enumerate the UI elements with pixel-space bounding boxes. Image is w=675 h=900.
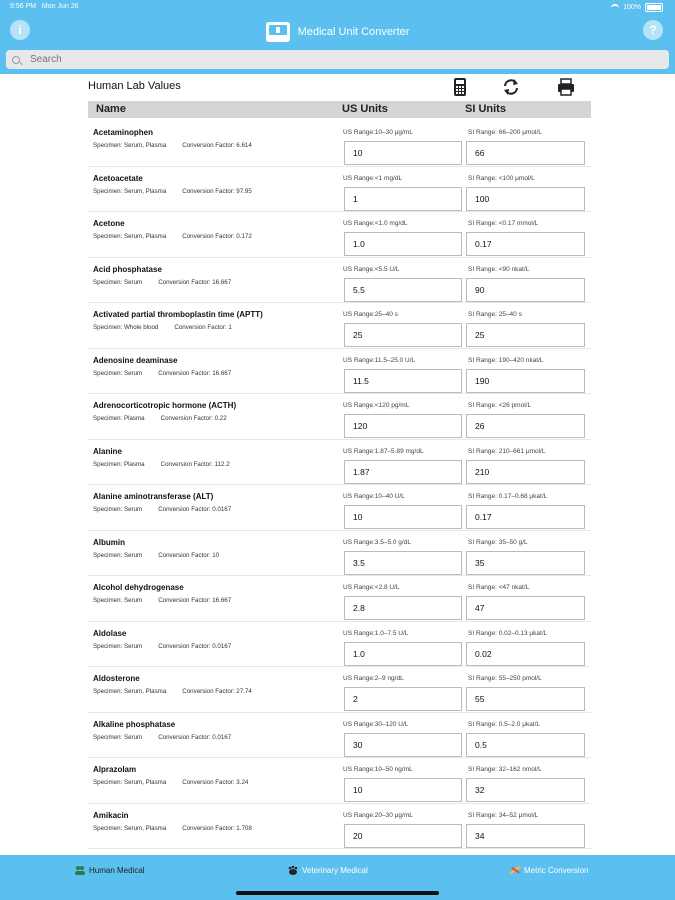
si-range: SI Range: 66–200 μmol/L [468,129,542,136]
conversion-factor-label: Conversion Factor: [182,779,235,786]
us-range: US Range:11.5–25.0 U/L [343,356,416,364]
conversion-factor-value: 1 [228,324,232,331]
conversion-factor-value: 0.172 [236,233,252,240]
home-indicator[interactable] [236,891,439,895]
specimen-value: Serum, Plasma [123,824,167,832]
tab-label: Metric Conversion [524,865,589,875]
list-item [88,804,591,850]
list-item [88,349,591,395]
us-value-field[interactable]: 20 [344,824,462,848]
item-meta [93,279,231,286]
conversion-factor-label: Conversion Factor: [158,642,211,650]
item-meta [93,825,252,832]
specimen-value: Serum, Plasma [123,688,167,695]
list-item [88,485,591,531]
us-value-field[interactable]: 1.0 [344,232,462,256]
specimen-value: Serum, Plasma [123,779,167,786]
si-value-field[interactable]: 25 [466,323,585,347]
help-icon[interactable]: ? [643,20,663,40]
si-range: SI Range: <47 nkat/L [468,584,530,591]
item-meta [93,688,252,695]
item-meta [93,188,252,195]
si-value-field[interactable]: 35 [466,551,585,575]
wifi-icon [611,4,619,12]
us-range: US Range:<5.5 U/L [343,265,400,273]
title-wrap [0,22,675,42]
specimen-value: Serum [123,597,143,604]
us-value-field[interactable]: 10 [344,141,462,165]
us-range: US Range:30–120 U/L [343,720,409,728]
si-range: SI Range: 190–420 nkat/L [468,356,544,364]
conversion-factor-label: Conversion Factor: [160,415,213,422]
si-value-field[interactable]: 66 [466,141,585,165]
si-value-field[interactable]: 26 [466,414,585,438]
conversion-factor-value: 16.667 [212,597,232,604]
si-value-field[interactable]: 0.5 [466,733,585,757]
specimen-value: Plasma [123,415,145,422]
item-meta [93,370,231,377]
conversion-factor-value: 0.0167 [212,642,232,650]
conversion-factor-label: Conversion Factor: [158,278,211,286]
conversion-factor-label: Conversion Factor: [182,824,235,832]
specimen-label: Specimen: [93,187,123,195]
item-name: Adenosine deaminase [93,355,178,365]
tab-label: Veterinary Medical [302,865,368,875]
item-name: Aldolase [93,628,127,638]
ruler-pencil-icon [509,865,521,875]
si-value-field[interactable]: 210 [466,460,585,484]
conversion-factor-value: 27.74 [236,688,252,695]
specimen-label: Specimen: [93,824,123,832]
people-icon [74,865,86,875]
us-range: US Range:<2.8 U/L [343,584,400,591]
si-value-field[interactable]: 190 [466,369,585,393]
battery-icon [645,3,663,12]
info-icon[interactable]: i [10,20,30,40]
item-name: Acetoacetate [93,173,143,183]
us-range: US Range:<120 pg/mL [343,402,410,409]
us-range: US Range:2–9 ng/dL [343,675,404,682]
item-meta [93,233,252,240]
us-value-field[interactable]: 1 [344,187,462,211]
si-range: SI Range: <0.17 mmol/L [468,220,539,227]
conversion-factor-label: Conversion Factor: [158,597,211,604]
tab-human-medical[interactable] [74,865,145,875]
si-range: SI Range: 210–661 μmol/L [468,447,546,455]
specimen-label: Specimen: [93,460,123,468]
specimen-label: Specimen: [93,779,123,786]
specimen-value: Plasma [123,460,145,468]
si-range: SI Range: <100 μmol/L [468,174,535,182]
search-icon [12,56,20,64]
item-meta [93,643,231,650]
us-value-field[interactable]: 10 [344,778,462,802]
us-range: US Range:3.5–5.0 g/dL [343,538,411,546]
specimen-value: Serum [123,506,143,513]
specimen-label: Specimen: [93,415,123,422]
conversion-factor-value: 10 [212,551,220,559]
item-name: Acetone [93,219,125,228]
si-value-field[interactable]: 47 [466,596,585,620]
conversion-factor-value: 97.95 [236,187,252,195]
item-name: Acetaminophen [93,128,154,137]
us-value-field[interactable]: 3.5 [344,551,462,575]
si-range: SI Range: 55–250 pmol/L [468,675,542,682]
list-item [88,576,591,622]
si-value-field[interactable]: 100 [466,187,585,211]
header-si-units: SI Units [465,103,506,115]
conversion-factor-label: Conversion Factor: [174,324,227,331]
item-name: Adrenocorticotropic hormone (ACTH) [93,401,237,410]
item-meta [93,779,248,786]
printer-icon[interactable] [556,77,576,97]
list-item [88,622,591,668]
si-range: SI Range: 0.5–2.0 μkat/L [468,720,541,728]
status-indicators [611,3,663,12]
us-range: US Range:10–30 μg/mL [343,129,413,136]
conversion-factor-label: Conversion Factor: [182,187,235,195]
si-value-field[interactable]: 0.17 [466,232,585,256]
specimen-label: Specimen: [93,278,123,286]
specimen-label: Specimen: [93,233,123,240]
search-input[interactable] [28,53,632,66]
si-range: SI Range: 0.02–0.13 μkat/L [468,629,548,637]
conversion-factor-value: 0.0167 [212,506,232,513]
specimen-value: Serum [123,278,143,286]
specimen-label: Specimen: [93,688,123,695]
conversion-factor-value: 16.667 [212,369,232,377]
si-value-field[interactable]: 34 [466,824,585,848]
conversion-factor-value: 0.22 [214,415,227,422]
status-date: Mon Jun 26 [41,3,79,10]
list-item [88,394,591,440]
item-meta [93,597,231,604]
header-name: Name [96,103,126,115]
specimen-value: Whole blood [123,324,159,331]
list-item [88,758,591,804]
si-range: SI Range: <26 pmol/L [468,402,532,409]
conversion-factor-label: Conversion Factor: [158,551,211,559]
specimen-value: Serum [123,369,143,377]
us-value-field[interactable]: 1.0 [344,642,462,666]
item-name: Activated partial thromboplastin time (APTT) [93,310,263,319]
specimen-label: Specimen: [93,597,123,604]
us-value-field[interactable]: 2.8 [344,596,462,620]
conversion-factor-value: 16.667 [212,278,232,286]
list-item [88,440,591,486]
item-name: Albumin [93,537,125,547]
tab-veterinary-medical[interactable] [287,865,368,875]
list-item [88,121,591,167]
refresh-icon[interactable] [501,77,521,97]
specimen-label: Specimen: [93,506,123,513]
item-name: Amikacin [93,810,129,820]
si-range: SI Range: 35–50 g/L [468,538,528,546]
item-meta [93,142,252,149]
paw-icon [287,865,299,875]
us-value-field[interactable]: 5.5 [344,278,462,302]
specimen-value: Serum [123,551,143,559]
list-item [88,212,591,258]
list-item [88,531,591,577]
item-meta [93,552,219,559]
us-value-field[interactable]: 30 [344,733,462,757]
si-value-field[interactable]: 32 [466,778,585,802]
specimen-label: Specimen: [93,642,123,650]
item-name: Aldosterone [93,674,140,683]
us-range: US Range:25–40 s [343,311,398,318]
item-meta [93,734,231,741]
list-item [88,258,591,304]
specimen-label: Specimen: [93,733,123,741]
si-value-field[interactable]: 0.02 [466,642,585,666]
conversion-factor-value: 3.24 [236,779,249,786]
navigation-bar [0,0,675,74]
item-meta [93,324,232,331]
item-meta [93,415,227,422]
us-range: US Range:1.0–7.5 U/L [343,629,409,637]
battery-percent: 100% [623,4,641,11]
list-item [88,713,591,759]
conversion-factor-label: Conversion Factor: [158,506,211,513]
conversion-factor-label: Conversion Factor: [182,233,235,240]
conversion-factor-label: Conversion Factor: [160,460,213,468]
specimen-value: Serum, Plasma [123,142,167,149]
app-logo-icon [266,22,290,42]
us-range: US Range:10–50 ng/mL [343,766,413,773]
list-item [88,167,591,213]
item-name: Acid phosphatase [93,264,162,274]
item-name: Alkaline phosphatase [93,719,176,729]
app-title: Medical Unit Converter [297,26,410,38]
status-time: 9:56 PM [10,3,37,10]
calculator-icon[interactable] [450,77,470,97]
us-range: US Range:1.87–5.89 mg/dL [343,447,424,455]
si-range: SI Range: 25–40 s [468,311,522,318]
us-value-field[interactable]: 2 [344,687,462,711]
specimen-label: Specimen: [93,142,123,149]
status-time-date [10,3,79,10]
item-name: Alanine [93,446,122,456]
table-header [88,101,591,118]
conversion-factor-label: Conversion Factor: [182,688,235,695]
search-bar[interactable] [6,50,669,69]
us-range: US Range:20–30 μg/mL [343,811,413,819]
specimen-value: Serum, Plasma [123,233,167,240]
us-value-field[interactable]: 10 [344,505,462,529]
us-value-field[interactable]: 25 [344,323,462,347]
us-value-field[interactable]: 1.87 [344,460,462,484]
specimen-value: Serum, Plasma [123,187,167,195]
us-range: US Range:<1 mg/dL [343,174,403,182]
item-meta [93,506,231,513]
conversion-factor-label: Conversion Factor: [158,733,211,741]
si-range: SI Range: <90 nkat/L [468,265,530,273]
specimen-value: Serum [123,642,143,650]
tab-metric-conversion[interactable] [509,865,588,875]
list-item [88,667,591,713]
si-range: SI Range: 0.17–0.68 μkat/L [468,493,548,500]
specimen-label: Specimen: [93,551,123,559]
us-range: US Range:<1.0 mg/dL [343,220,408,227]
specimen-value: Serum [123,733,143,741]
item-name: Alprazolam [93,765,137,774]
conversion-factor-value: 112.2 [214,460,230,468]
si-range: SI Range: 32–162 nmol/L [468,766,542,773]
us-value-field[interactable]: 11.5 [344,369,462,393]
us-value-field[interactable]: 120 [344,414,462,438]
si-value-field[interactable]: 90 [466,278,585,302]
si-value-field[interactable]: 0.17 [466,505,585,529]
si-value-field[interactable]: 55 [466,687,585,711]
conversion-factor-value: 0.0167 [212,733,232,741]
specimen-label: Specimen: [93,324,123,331]
section-title: Human Lab Values [88,80,181,92]
conversion-factor-label: Conversion Factor: [182,142,235,149]
list-item [88,303,591,349]
si-range: SI Range: 34–52 μmol/L [468,811,539,819]
conversion-factor-value: 1.708 [236,824,252,832]
item-name: Alanine aminotransferase (ALT) [93,492,214,501]
lab-values-list [88,121,591,849]
item-name: Alcohol dehydrogenase [93,583,184,592]
tab-label: Human Medical [89,865,145,875]
conversion-factor-value: 6.614 [236,142,252,149]
us-range: US Range:10–40 U/L [343,493,405,500]
conversion-factor-label: Conversion Factor: [158,369,211,377]
header-us-units: US Units [342,103,388,115]
item-meta [93,461,230,468]
specimen-label: Specimen: [93,369,123,377]
